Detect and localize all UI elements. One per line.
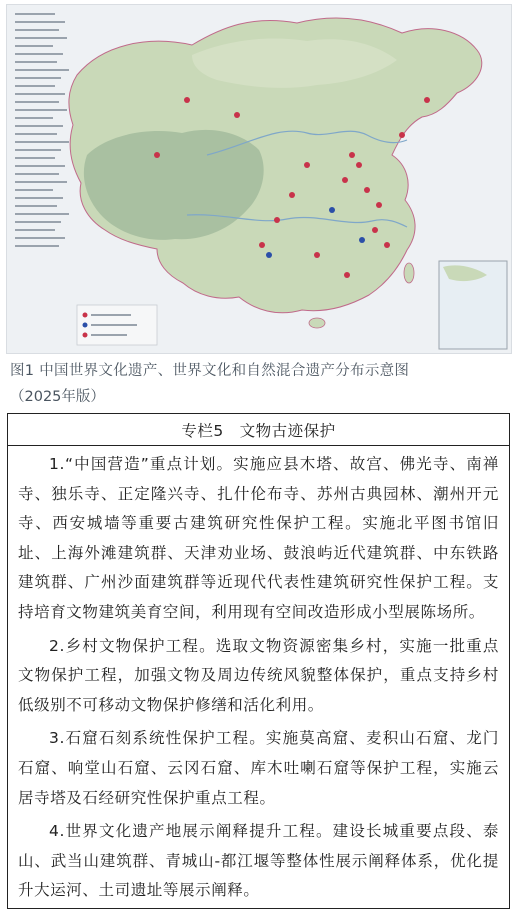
- site-marker: [289, 192, 295, 198]
- site-marker: [424, 97, 430, 103]
- island-shape: [309, 318, 325, 328]
- map-legend: [15, 13, 69, 247]
- column-box: [7, 413, 510, 909]
- site-marker: [266, 252, 272, 258]
- site-marker: [329, 207, 335, 213]
- column-paragraph: 2.乡村文物保护工程。选取文物资源密集乡村，实施一批重点文物保护工程，加强文物及周边传统风貌整体保护，重点支持乡村低级别不可移动文物保护修缮和活化利用。: [18, 636, 499, 714]
- legend-dot-blue: [83, 323, 88, 328]
- island-shape: [404, 263, 414, 283]
- column-paragraph: 4.世界文化遗产地展示阐释提升工程。建设长城重要点段、泰山、武当山建筑群、青城山-都江堰等整体性展示阐释体系，优化提升大运河、土司遗址等展示阐释。: [18, 822, 499, 900]
- site-marker: [314, 252, 320, 258]
- site-marker: [259, 242, 265, 248]
- column-paragraph: 3.石窟石刻系统性保护工程。实施莫高窟、麦积山石窟、龙门石窟、响堂山石窟、云冈石窟、库木吐喇石窟等保护工程，实施云居寺塔及石经研究性保护重点工程。: [18, 729, 499, 807]
- column-title: 专栏5 文物古迹保护: [8, 414, 509, 446]
- legend-dot-red: [83, 333, 88, 338]
- site-marker: [342, 177, 348, 183]
- figure-year: （2025年版）: [10, 389, 105, 405]
- figure-caption: 图1 中国世界文化遗产、世界文化和自然混合遗产分布示意图: [10, 363, 410, 379]
- site-marker: [304, 162, 310, 168]
- site-marker: [349, 152, 355, 158]
- site-marker: [399, 132, 405, 138]
- site-marker: [384, 242, 390, 248]
- heritage-distribution-map: [6, 4, 512, 354]
- site-marker: [372, 227, 378, 233]
- site-marker: [274, 217, 280, 223]
- site-marker: [356, 162, 362, 168]
- site-marker: [184, 97, 190, 103]
- column-body: [8, 446, 509, 906]
- map-graphic: [7, 5, 512, 354]
- site-marker: [364, 187, 370, 193]
- site-marker: [376, 202, 382, 208]
- site-marker: [359, 237, 365, 243]
- site-marker: [234, 112, 240, 118]
- site-marker: [344, 272, 350, 278]
- column-paragraph: 1.“中国营造”重点计划。实施应县木塔、故宫、佛光寺、南禅寺、独乐寺、正定隆兴寺、扎什伦布寺、苏州古典园林、潮州开元寺、西安城墙等重要古建筑研究性保护工程。实施北平图书馆旧址、上海外滩建筑群、天津劝业场、鼓浪屿近代建筑群、中东铁路建筑群、广州沙面建筑群等近现代代表性建筑研究性保护工程。支持培育文物建筑美育空间，利用现有空间改造形成小型展陈场所。: [18, 455, 499, 621]
- site-marker: [154, 152, 160, 158]
- legend-dot-red: [83, 313, 88, 318]
